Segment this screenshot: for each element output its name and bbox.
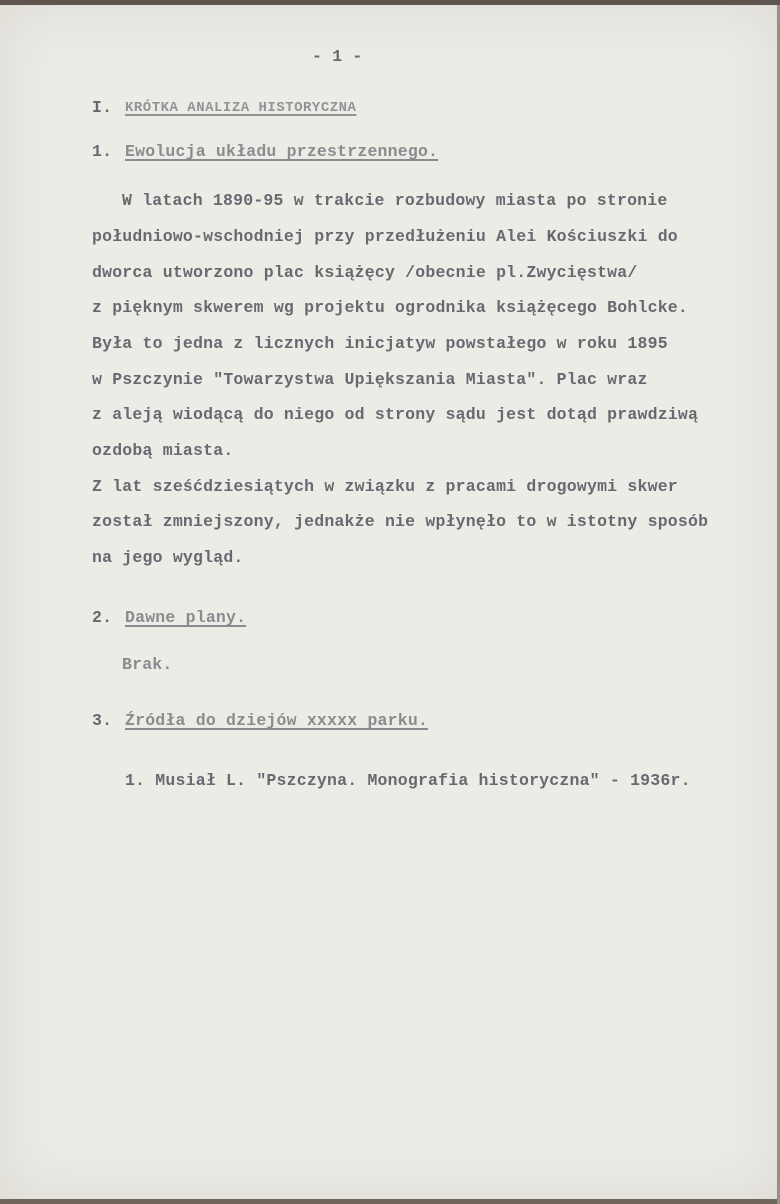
paragraph-line: Była to jedna z licznych inicjatyw powstałego w roku 1895 (92, 334, 668, 353)
heading-number: I. (92, 98, 113, 117)
section3-title: Źródła do dziejów xxxxx parku. (125, 711, 429, 730)
heading-title: KRÓTKA ANALIZA HISTORYCZNA (125, 100, 357, 116)
paragraph-line: w Pszczynie "Towarzystwa Upiększania Miasta". Plac wraz (92, 370, 648, 389)
paragraph-line: z aleją wiodącą do niego od strony sądu jest dotąd prawdziwą (92, 405, 699, 424)
section1-number: 1. (92, 142, 113, 161)
section1-title: Ewolucja układu przestrzennego. (125, 142, 439, 161)
paragraph-line: południowo-wschodniej przy przedłużeniu Alei Kościuszki do (92, 227, 678, 246)
source-item: 1. Musiał L. "Pszczyna. Monografia historyczna" - 1936r. (125, 771, 691, 790)
paragraph-line: dworca utworzono plac książęcy /obecnie pl.Zwycięstwa/ (92, 263, 638, 282)
section2-title: Dawne plany. (125, 608, 247, 627)
paragraph-line: na jego wygląd. (92, 548, 244, 567)
section3-number: 3. (92, 711, 113, 730)
paragraph-line: został zmniejszony, jednakże nie wpłynęło to w istotny sposób (92, 512, 709, 531)
section2-number: 2. (92, 608, 113, 627)
paragraph-line: W latach 1890-95 w trakcie rozbudowy miasta po stronie (122, 191, 668, 210)
paragraph-line: z pięknym skwerem wg projektu ogrodnika książęcego Bohlcke. (92, 298, 688, 317)
section2-body: Brak. (122, 655, 173, 674)
paragraph-line: Z lat sześćdziesiątych w związku z pracami drogowymi skwer (92, 477, 678, 496)
page-number: - 1 - (312, 47, 363, 66)
paragraph-line: ozdobą miasta. (92, 441, 234, 460)
